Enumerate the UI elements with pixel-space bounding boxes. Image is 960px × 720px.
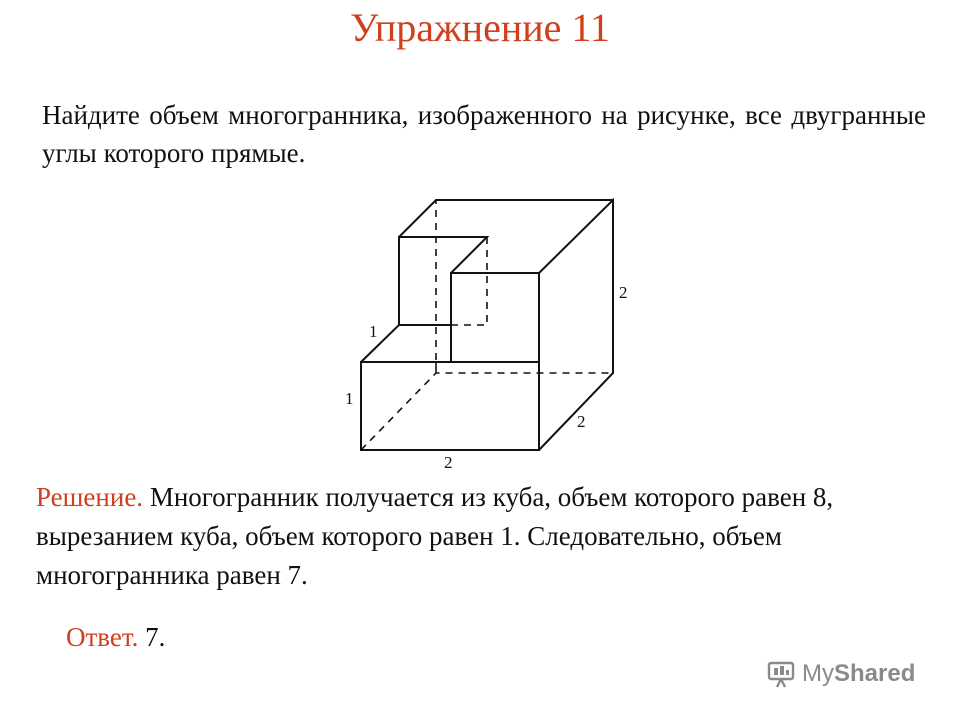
slide-title: Упражнение 11 bbox=[350, 5, 610, 50]
label-step-depth: 1 bbox=[369, 322, 378, 341]
problem-statement: Найдите объем многогранника, изображенного на рисунке, все двугранные углы которого прямые. bbox=[42, 100, 926, 168]
presentation-icon bbox=[766, 659, 796, 689]
logo-text-shared: Shared bbox=[834, 660, 916, 687]
mysharedlogo[interactable] bbox=[766, 656, 915, 692]
answer-value: 7. bbox=[138, 622, 166, 652]
answer-block bbox=[66, 622, 165, 653]
solution-text: Многогранник получается из куба, объем которого равен 8, вырезанием куба, объем которого равен 1. Следовательно, объем многогранника равен 7. bbox=[36, 482, 834, 590]
label-front-height: 1 bbox=[345, 389, 354, 408]
label-right-height: 2 bbox=[619, 283, 628, 302]
label-bottom-width: 2 bbox=[444, 453, 453, 472]
polyhedron-figure bbox=[330, 190, 640, 475]
answer-label: Ответ. bbox=[66, 622, 139, 652]
solution-block bbox=[36, 478, 916, 595]
solution-label: Решение. bbox=[36, 482, 144, 512]
logo-text-my: My bbox=[802, 660, 834, 687]
label-bottom-depth: 2 bbox=[577, 412, 586, 431]
